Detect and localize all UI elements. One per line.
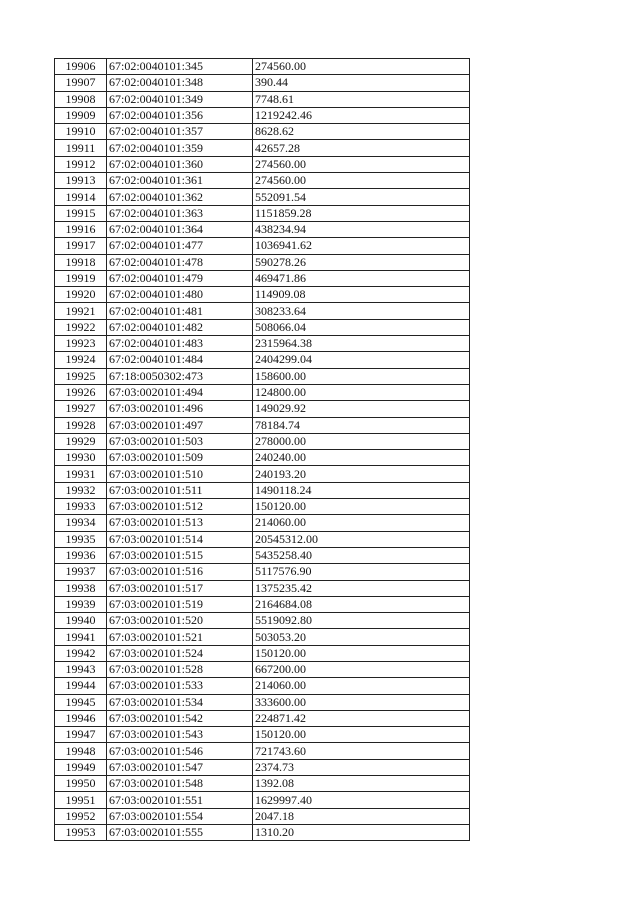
row-number-cell: 19910	[55, 124, 107, 140]
cadastral-number-cell: 67:03:0020101:524	[107, 645, 253, 661]
row-number-cell: 19948	[55, 743, 107, 759]
cadastral-number-cell: 67:03:0020101:520	[107, 613, 253, 629]
row-number-cell: 19917	[55, 238, 107, 254]
row-number-cell: 19923	[55, 336, 107, 352]
row-number-cell: 19938	[55, 580, 107, 596]
row-number-cell: 19943	[55, 661, 107, 677]
cadastral-number-cell: 67:02:0040101:480	[107, 287, 253, 303]
table-row	[55, 238, 470, 254]
value-cell: 503053.20	[253, 629, 470, 645]
value-cell: 333600.00	[253, 694, 470, 710]
value-cell: 274560.00	[253, 59, 470, 75]
table-row	[55, 564, 470, 580]
row-number-cell: 19926	[55, 384, 107, 400]
row-number-cell: 19921	[55, 303, 107, 319]
row-number-cell: 19915	[55, 205, 107, 221]
table-row	[55, 727, 470, 743]
cadastral-number-cell: 67:02:0040101:362	[107, 189, 253, 205]
table-row	[55, 433, 470, 449]
row-number-cell: 19925	[55, 368, 107, 384]
cadastral-number-cell: 67:03:0020101:547	[107, 759, 253, 775]
row-number-cell: 19912	[55, 156, 107, 172]
table-row	[55, 547, 470, 563]
value-cell: 5519092.80	[253, 613, 470, 629]
value-cell: 2374.73	[253, 759, 470, 775]
cadastral-number-cell: 67:03:0020101:511	[107, 482, 253, 498]
table-row	[55, 75, 470, 91]
cadastral-number-cell: 67:03:0020101:517	[107, 580, 253, 596]
cadastral-number-cell: 67:02:0040101:356	[107, 107, 253, 123]
row-number-cell: 19927	[55, 401, 107, 417]
table-row	[55, 303, 470, 319]
cadastral-number-cell: 67:02:0040101:361	[107, 173, 253, 189]
row-number-cell: 19930	[55, 450, 107, 466]
value-cell: 8628.62	[253, 124, 470, 140]
cadastral-number-cell: 67:18:0050302:473	[107, 368, 253, 384]
table-row	[55, 107, 470, 123]
value-cell: 721743.60	[253, 743, 470, 759]
table-row	[55, 531, 470, 547]
value-cell: 150120.00	[253, 727, 470, 743]
cadastral-number-cell: 67:02:0040101:357	[107, 124, 253, 140]
row-number-cell: 19918	[55, 254, 107, 270]
row-number-cell: 19952	[55, 808, 107, 824]
value-cell: 590278.26	[253, 254, 470, 270]
row-number-cell: 19935	[55, 531, 107, 547]
cadastral-number-cell: 67:02:0040101:482	[107, 319, 253, 335]
value-cell: 150120.00	[253, 645, 470, 661]
row-number-cell: 19911	[55, 140, 107, 156]
cadastral-number-cell: 67:03:0020101:551	[107, 792, 253, 808]
table-row	[55, 221, 470, 237]
value-cell: 469471.86	[253, 270, 470, 286]
value-cell: 5435258.40	[253, 547, 470, 563]
table-row	[55, 336, 470, 352]
row-number-cell: 19947	[55, 727, 107, 743]
value-cell: 552091.54	[253, 189, 470, 205]
cadastral-number-cell: 67:02:0040101:479	[107, 270, 253, 286]
cadastral-number-cell: 67:03:0020101:509	[107, 450, 253, 466]
table-row	[55, 173, 470, 189]
cadastral-number-cell: 67:02:0040101:349	[107, 91, 253, 107]
row-number-cell: 19914	[55, 189, 107, 205]
row-number-cell: 19931	[55, 466, 107, 482]
table-row	[55, 482, 470, 498]
row-number-cell: 19951	[55, 792, 107, 808]
table-row	[55, 450, 470, 466]
row-number-cell: 19907	[55, 75, 107, 91]
value-cell: 7748.61	[253, 91, 470, 107]
cadastral-number-cell: 67:02:0040101:477	[107, 238, 253, 254]
table-row	[55, 270, 470, 286]
cadastral-number-cell: 67:02:0040101:481	[107, 303, 253, 319]
table-row	[55, 417, 470, 433]
table-row	[55, 189, 470, 205]
table-row	[55, 91, 470, 107]
row-number-cell: 19949	[55, 759, 107, 775]
cadastral-number-cell: 67:02:0040101:345	[107, 59, 253, 75]
cadastral-number-cell: 67:02:0040101:359	[107, 140, 253, 156]
cadastral-number-cell: 67:03:0020101:513	[107, 515, 253, 531]
cadastral-number-cell: 67:03:0020101:543	[107, 727, 253, 743]
table-row	[55, 759, 470, 775]
value-cell: 20545312.00	[253, 531, 470, 547]
value-cell: 2404299.04	[253, 352, 470, 368]
table-row	[55, 368, 470, 384]
value-cell: 1310.20	[253, 824, 470, 840]
cadastral-number-cell: 67:03:0020101:496	[107, 401, 253, 417]
row-number-cell: 19928	[55, 417, 107, 433]
value-cell: 2164684.08	[253, 596, 470, 612]
cadastral-number-cell: 67:03:0020101:497	[107, 417, 253, 433]
row-number-cell: 19933	[55, 499, 107, 515]
table-row	[55, 205, 470, 221]
table-row	[55, 124, 470, 140]
value-cell: 2315964.38	[253, 336, 470, 352]
cadastral-number-cell: 67:03:0020101:512	[107, 499, 253, 515]
row-number-cell: 19916	[55, 221, 107, 237]
cadastral-number-cell: 67:02:0040101:484	[107, 352, 253, 368]
table-row	[55, 645, 470, 661]
table-row	[55, 613, 470, 629]
value-cell: 438234.94	[253, 221, 470, 237]
cadastral-number-cell: 67:03:0020101:494	[107, 384, 253, 400]
cadastral-number-cell: 67:03:0020101:503	[107, 433, 253, 449]
row-number-cell: 19920	[55, 287, 107, 303]
cadastral-number-cell: 67:03:0020101:533	[107, 678, 253, 694]
value-cell: 1036941.62	[253, 238, 470, 254]
table-row	[55, 678, 470, 694]
row-number-cell: 19941	[55, 629, 107, 645]
row-number-cell: 19934	[55, 515, 107, 531]
value-cell: 214060.00	[253, 515, 470, 531]
row-number-cell: 19924	[55, 352, 107, 368]
cadastral-number-cell: 67:03:0020101:514	[107, 531, 253, 547]
table-row	[55, 824, 470, 840]
table-row	[55, 515, 470, 531]
table-row	[55, 596, 470, 612]
value-cell: 274560.00	[253, 173, 470, 189]
value-cell: 508066.04	[253, 319, 470, 335]
value-cell: 5117576.90	[253, 564, 470, 580]
table-row	[55, 776, 470, 792]
value-cell: 124800.00	[253, 384, 470, 400]
row-number-cell: 19946	[55, 710, 107, 726]
table-row	[55, 499, 470, 515]
cadastral-number-cell: 67:02:0040101:483	[107, 336, 253, 352]
row-number-cell: 19940	[55, 613, 107, 629]
cadastral-number-cell: 67:03:0020101:534	[107, 694, 253, 710]
value-cell: 78184.74	[253, 417, 470, 433]
table-row	[55, 661, 470, 677]
table-body	[55, 59, 470, 841]
cadastral-number-cell: 67:02:0040101:360	[107, 156, 253, 172]
row-number-cell: 19929	[55, 433, 107, 449]
table-row	[55, 384, 470, 400]
cadastral-number-cell: 67:02:0040101:348	[107, 75, 253, 91]
row-number-cell: 19945	[55, 694, 107, 710]
value-cell: 42657.28	[253, 140, 470, 156]
row-number-cell: 19942	[55, 645, 107, 661]
value-cell: 667200.00	[253, 661, 470, 677]
row-number-cell: 19906	[55, 59, 107, 75]
row-number-cell: 19909	[55, 107, 107, 123]
cadastral-number-cell: 67:02:0040101:478	[107, 254, 253, 270]
value-cell: 2047.18	[253, 808, 470, 824]
value-cell: 240240.00	[253, 450, 470, 466]
value-cell: 1375235.42	[253, 580, 470, 596]
value-cell: 240193.20	[253, 466, 470, 482]
value-cell: 1392.08	[253, 776, 470, 792]
table-row	[55, 466, 470, 482]
table-row	[55, 629, 470, 645]
value-cell: 278000.00	[253, 433, 470, 449]
cadastral-value-table	[54, 58, 470, 841]
value-cell: 224871.42	[253, 710, 470, 726]
row-number-cell: 19919	[55, 270, 107, 286]
row-number-cell: 19944	[55, 678, 107, 694]
value-cell: 150120.00	[253, 499, 470, 515]
row-number-cell: 19939	[55, 596, 107, 612]
cadastral-number-cell: 67:03:0020101:515	[107, 547, 253, 563]
value-cell: 1629997.40	[253, 792, 470, 808]
cadastral-number-cell: 67:03:0020101:554	[107, 808, 253, 824]
table-row	[55, 580, 470, 596]
cadastral-number-cell: 67:03:0020101:510	[107, 466, 253, 482]
value-cell: 308233.64	[253, 303, 470, 319]
value-cell: 149029.92	[253, 401, 470, 417]
value-cell: 1151859.28	[253, 205, 470, 221]
value-cell: 274560.00	[253, 156, 470, 172]
row-number-cell: 19936	[55, 547, 107, 563]
cadastral-number-cell: 67:02:0040101:363	[107, 205, 253, 221]
cadastral-number-cell: 67:03:0020101:528	[107, 661, 253, 677]
cadastral-number-cell: 67:03:0020101:519	[107, 596, 253, 612]
table-row	[55, 401, 470, 417]
value-cell: 214060.00	[253, 678, 470, 694]
value-cell: 1490118.24	[253, 482, 470, 498]
value-cell: 114909.08	[253, 287, 470, 303]
row-number-cell: 19950	[55, 776, 107, 792]
value-cell: 158600.00	[253, 368, 470, 384]
value-cell: 1219242.46	[253, 107, 470, 123]
cadastral-number-cell: 67:03:0020101:516	[107, 564, 253, 580]
row-number-cell: 19932	[55, 482, 107, 498]
value-cell: 390.44	[253, 75, 470, 91]
row-number-cell: 19908	[55, 91, 107, 107]
table-row	[55, 792, 470, 808]
row-number-cell: 19937	[55, 564, 107, 580]
table-row	[55, 710, 470, 726]
table-row	[55, 808, 470, 824]
table-row	[55, 287, 470, 303]
cadastral-number-cell: 67:03:0020101:555	[107, 824, 253, 840]
row-number-cell: 19913	[55, 173, 107, 189]
table-row	[55, 352, 470, 368]
cadastral-number-cell: 67:02:0040101:364	[107, 221, 253, 237]
table-row	[55, 743, 470, 759]
table-row	[55, 156, 470, 172]
cadastral-number-cell: 67:03:0020101:546	[107, 743, 253, 759]
table-row	[55, 254, 470, 270]
cadastral-number-cell: 67:03:0020101:542	[107, 710, 253, 726]
table-row	[55, 319, 470, 335]
row-number-cell: 19922	[55, 319, 107, 335]
table-row	[55, 694, 470, 710]
cadastral-number-cell: 67:03:0020101:521	[107, 629, 253, 645]
cadastral-number-cell: 67:03:0020101:548	[107, 776, 253, 792]
row-number-cell: 19953	[55, 824, 107, 840]
table-row	[55, 59, 470, 75]
table-row	[55, 140, 470, 156]
